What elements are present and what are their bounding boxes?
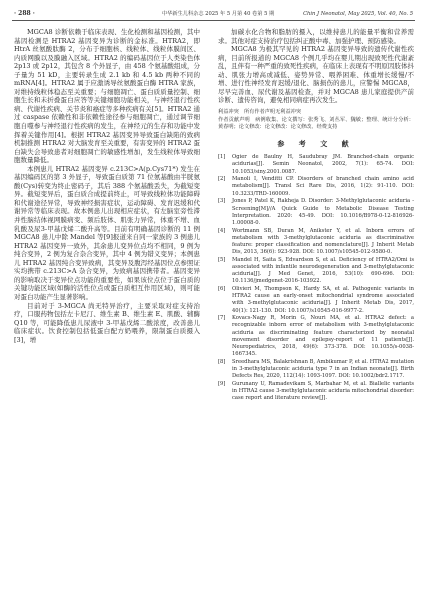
reference-item (218, 154, 414, 175)
reference-item (218, 286, 414, 315)
journal-title-en: Chin J Neonatol, May 2025, Vol. 40, No. 5 (303, 11, 413, 17)
paragraph: 目前对于 3-MGCA 尚无特异治疗，主要采取对症支持治疗，口服药物包括左卡尼汀、维生素 B、维生素 E、肌酸、辅酶 Q10 等，可能降低患儿尿液中 3-甲基戊烯二酸浓度，改善患儿临床症状。饮食控制包括低蛋白配方奶喂养，限制蛋白质摄入[3]，增 (14, 301, 200, 344)
paragraph: MGCA8 为极其罕见的 HTRA2 基因变异导致的遗传代谢性疾病，目前所报道的 MGCA8 个例几乎均在婴儿期出现致死性代谢紊乱，且伴有一种严重的致死性疾病，在临床上表现有不明原因肢体抖动、肌张力增高或减低、姿势异常、喂养困难、体重增长缓慢/不增、进行性神经发育迟缓/退化、脑损伤的患儿，应警惕 MGCA8，尽早完善血、尿代谢及基因检查，并对 MGCA8 患儿家庭提供产前诊断、遗传咨询，避免相同病症再次发生。 (218, 45, 414, 105)
reference-text: Olivieri M, Thompson K, Hardy SA, et al. Pathogenic variants in HTRA2 cause an early-onset mitochondrial syndrome associated with 3-methylglutaconic aciduria[J]. J Inherit Metab Dis, 2017, 40(1): 121-130. DOI: 10.1007/s10545-016-9977-2. (232, 286, 414, 314)
reference-number: [3] (218, 198, 226, 205)
reference-text: Jones P, Patel K, Rakheja D. Disorder: 3-Methylglutaconic aciduria - Screening[M]//A Quick Guide to Metabolic Disease Testing Interpretation. 2020: 45-49. DOI: 10.1016/B978-0-12-816926-1.00008-0. (232, 198, 414, 226)
reference-item (218, 381, 414, 402)
page-number: · 288 · (14, 10, 35, 17)
reference-item (218, 359, 414, 380)
conflict-of-interest: 利益冲突 所有作者声明无利益冲突 (218, 108, 302, 115)
reference-number: [9] (218, 380, 226, 387)
reference-number: [6] (218, 286, 226, 293)
references-heading: 参 考 文 献 (277, 138, 355, 148)
left-column (14, 28, 200, 344)
reference-item (218, 228, 414, 257)
reference-text: Gurunany U, Ramadevikam S, Marbahar M, et al. Biallelic variants in HTRA2 cause 3-methylglutaconic aciduria mitochondrial disorder: case report and literature review[J]. (232, 380, 414, 402)
right-column (218, 28, 414, 403)
reference-text: Mandel H, Saita S, Edvardson S, et al. Deficiency of HTRA2/Omi is associated with infantile neurodegeneration and 3-methylglutaconic aciduria[J]. J Med Genet, 2016, 53(10): 690-696. DOI: 10.1136/jmedgenet-2016-103922. (232, 256, 414, 285)
paragraph: 加碳水化合物和脂肪的摄入，以维持患儿的能量平衡和营养需求。其他对症支持治疗包括纠正酸中毒、加强护理、预防感染。 (218, 28, 414, 45)
reference-list (218, 154, 414, 402)
reference-text: Ogier de Baulny H, Saudubray JM. Branched-chain organic acidurias[J]. Semin Neonatol, 2002, 7(1): 65-74. DOI: 10.1053/siny.2001.0087. (232, 154, 414, 175)
paragraph: 本例患儿 HTRA2 基因变异 c.213C>A(p.Cys71*) 发生在基因编码区的第 3 外显子，导致蛋白质第 71 位氨基酸由半胱氨酸(Cys)转变为终止密码子，其后 388 个氨基酸丢失，为截短变异。截短变异后，蛋白质合成提前终止，可导致线粒体功能障碍和代谢途径异常，导致神经损害症状，运动障碍、发育迟缓和代谢异常等临床表现。故本例患儿出现相应症状，有左脑室旁性滞并性脑结体视网膜病变、频后肢体、肌张力异常，体重不增、血乳酸及尿3-甲基戊烯二酸升高等。目前有明确基因诊断的 11 例 MGCA8 患儿中除 Mandel 等[9]报道来自同一家族的 3 例患儿 HTRA2 基因变异一致外，其余患儿变异位点均不相同，9 例为纯合变异，2 例为复合杂合变异，其中 4 例为错义变异；本例患儿 HTRA2 基因纯合变异致病，其变异及腹泻经基因位点参照证实均携带 c.213C>A 杂合变异，为致病基因携带者。基因变异的影响取决于变异位点功能的重要性，如果该位点位于蛋白质的关键功能区域(如酶的活性位点或蛋白质相互作用区域)，则可能对蛋白功能产生显著影响。 (14, 164, 200, 301)
reference-text: Kovacs-Nagy R, Morin G, Nouri MA, et al. HTRA2 defect: a recognizable inborn error of metabolism with 3-methylglutaconic aciduria as discriminating feature characterized by neonatal movement disorder and epilepsy-report of 11 patients[J]. Neuropediatrics, 2018, 49(6): 373-378. DOI: 10.1055/s-0038-1667345. (232, 315, 414, 358)
reference-number: [5] (218, 256, 226, 263)
paragraph: MGCA8 诊断依赖于临床表现、生化检测和基因检测，其中基因检测是 HTRA2 基因变异为诊断的金标准。HTRA2，即 HtrA 丝氨酸肽酶 2，分布于细胞核、线粒体、线粒体膜间区、内质网膜以及膜融入区域。HTRA2 的编码基因位于人类染色体 2p13 或 2p12，其包含 8 个外显子，由 458 个氨基酸组成，分子量为 51 kD，主要转录生成 2.1 kb 和 4.5 kb 两种不同的 mRNA[4]。HTRA2 属于应激诱导丝氨酸蛋白酶 HTRA 家族，对维持线粒体稳态至关重要；与细胞凋亡、蛋白质质量控制、细胞生长和未折叠蛋白应答等关键细胞功能相关，与神经退行性疾病、代谢性疾病、关节炎和癌症等多种疾病有关[5]。HTRA2 通过 caspase 依赖性和非依赖性途径参与细胞凋亡，通过调节细胞自噬参与神经退行性疾病的发生，在神经元的生存和功能中发挥着关键作用[4]。根据 HTRA2 基因变异导致蛋白缺陷的致病机制推测 HTRA2 对大脑发育至关重要，有害变异的 HTRA2 蛋白缺失会导致患者对细胞凋亡的敏感性增加，发生线粒体导致细胞数量降低。 (14, 28, 200, 165)
author-contributions: 作者贡献声明 病例收集、论文撰写：张秀飞、刘丛军、魏敏；整理、统计分分析：黄春明；论文修改：论文修改：论文修改、经费支持 (218, 116, 414, 131)
reference-text: Manoli I, Venditti CP. Disorders of branched chain amino acid metabolism[J]. Transl Sci Rare Dis, 2016, 1(2): 91-110. DOI: 10.3233/TRD-160009. (232, 176, 414, 197)
reference-text: Wortmann SB, Duran M, Anikster Y, et al. Inborn errors of metabolism with 3-methylglutaconic aciduria as discriminative feature: proper classification and nomenclature[J]. J Inherit Metab Dis, 2013, 36(6): 923-928. DOI: 10.1007/s10545-012-9580-0. (232, 227, 414, 256)
journal-title-cn: 中华新生儿科杂志 2025 年 5 月第 40 卷第 5 期 (162, 11, 275, 17)
reference-number: [8] (218, 358, 226, 365)
reference-item (218, 176, 414, 197)
reference-number: [2] (218, 176, 226, 183)
reference-number: [1] (218, 154, 226, 161)
reference-item (218, 315, 414, 358)
reference-text: Sreedhara MS, Balakrishnan B, Ambikumar P, et al. HTRA2 mutation in 3-methylglutaconic aciduria type 7 in an Indian neonate[J]. Birth Defects Res, 2020, 112(14): 1093-1097. DOI: 10.1002/bdr2.1717. (232, 358, 414, 380)
reference-number: [4] (218, 227, 226, 234)
page-header (12, 8, 415, 21)
reference-item (218, 257, 414, 286)
reference-number: [7] (218, 315, 226, 322)
reference-item (218, 198, 414, 227)
author-info (218, 109, 414, 132)
